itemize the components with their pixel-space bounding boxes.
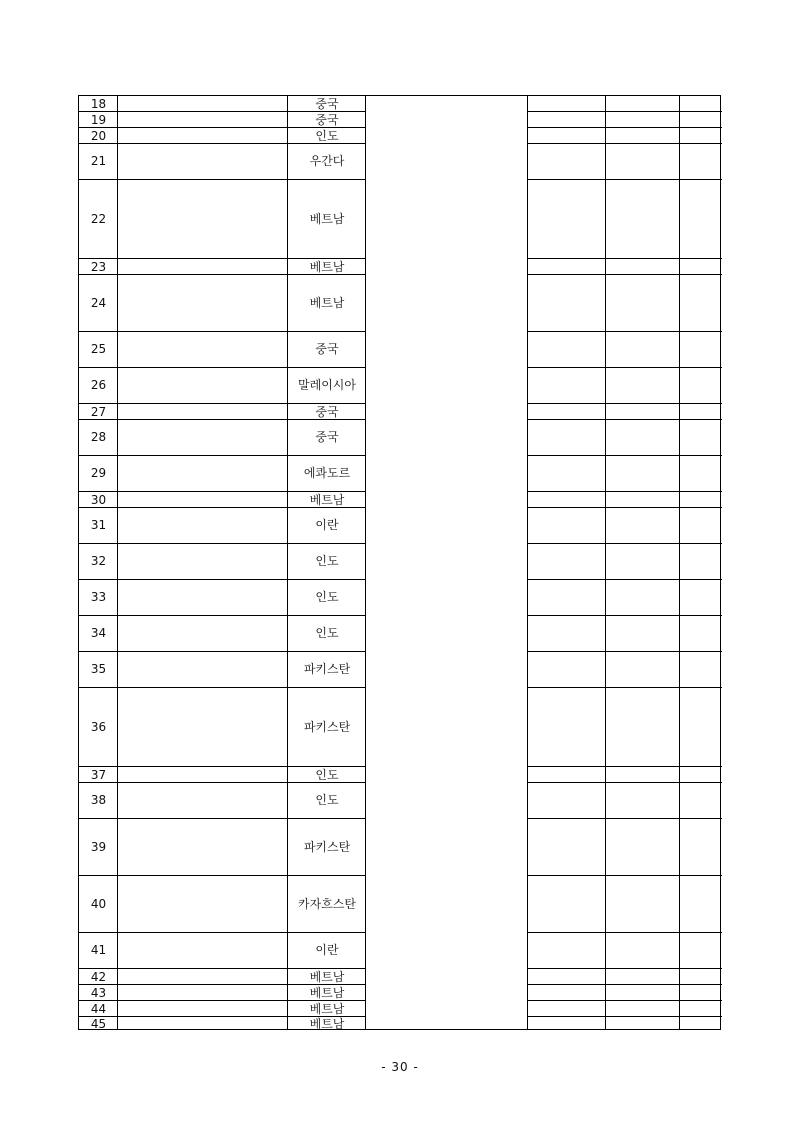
table-row [79, 818, 720, 875]
country-cell: 중국 [315, 113, 339, 127]
country-cell: 중국 [315, 97, 339, 111]
table-row [79, 1000, 720, 1016]
row-number: 29 [90, 466, 107, 480]
table-row [79, 331, 720, 367]
row-number: 27 [90, 405, 107, 419]
country-cell: 카자흐스탄 [298, 896, 356, 911]
country-cell: 베트남 [309, 986, 345, 1000]
country-cell: 인도 [315, 768, 339, 782]
country-cell: 베트남 [309, 1002, 345, 1016]
country-cell: 중국 [315, 342, 339, 356]
country-cell: 베트남 [309, 1017, 345, 1031]
table-row [79, 507, 720, 543]
row-number: 37 [90, 768, 107, 782]
row-number: 21 [90, 154, 107, 168]
table-row [79, 367, 720, 403]
row-number: 44 [90, 1002, 107, 1016]
row-number: 23 [90, 260, 107, 274]
row-number: 34 [90, 626, 107, 640]
row-number: 24 [90, 295, 107, 310]
country-cell: 중국 [315, 405, 339, 419]
row-number: 41 [90, 943, 107, 957]
table-row [79, 143, 720, 179]
row-number: 42 [90, 970, 107, 984]
row-number: 32 [90, 554, 107, 568]
row-number: 35 [90, 662, 107, 676]
country-cell: 베트남 [309, 211, 345, 226]
table-row [79, 1016, 720, 1031]
country-cell: 인도 [315, 626, 339, 640]
table-row [79, 984, 720, 1000]
table-row [79, 455, 720, 491]
table-row [79, 403, 720, 419]
table-row [79, 111, 720, 127]
row-number: 28 [90, 430, 107, 444]
row-number: 26 [90, 378, 107, 392]
row-number: 22 [90, 211, 107, 226]
row-number: 25 [90, 342, 107, 356]
table-row [79, 579, 720, 615]
country-cell: 베트남 [309, 970, 345, 984]
row-number: 40 [90, 896, 107, 911]
country-cell: 말레이시아 [298, 378, 356, 392]
table-row [79, 651, 720, 687]
country-cell: 인도 [315, 129, 339, 143]
page-number: - 30 - [381, 1060, 419, 1074]
table-row [79, 932, 720, 968]
country-cell: 중국 [315, 430, 339, 444]
country-cell: 우간다 [309, 154, 345, 168]
table-row [79, 968, 720, 984]
row-number: 43 [90, 986, 107, 1000]
table-row [79, 96, 720, 111]
country-cell: 인도 [315, 554, 339, 568]
country-cell: 파키스탄 [303, 719, 351, 734]
country-cell: 인도 [315, 590, 339, 604]
table-row [79, 491, 720, 507]
row-number: 31 [90, 518, 107, 532]
country-cell: 베트남 [309, 295, 345, 310]
table-row [79, 179, 720, 258]
country-cell: 에콰도르 [303, 466, 351, 480]
country-cell: 베트남 [309, 260, 345, 274]
row-number: 20 [90, 129, 107, 143]
country-cell: 인도 [315, 793, 339, 807]
data-table [78, 95, 721, 1030]
row-number: 30 [90, 493, 107, 507]
row-number: 18 [90, 97, 107, 111]
table-row [79, 875, 720, 932]
row-number: 36 [90, 719, 107, 734]
table-row [79, 127, 720, 143]
country-cell: 이란 [315, 518, 339, 532]
table-row [79, 766, 720, 782]
table-row [79, 419, 720, 455]
country-cell: 파키스탄 [303, 839, 351, 854]
row-number: 45 [90, 1017, 107, 1031]
table-row [79, 274, 720, 331]
row-number: 39 [90, 839, 107, 854]
row-number: 38 [90, 793, 107, 807]
table-row [79, 258, 720, 274]
country-cell: 베트남 [309, 493, 345, 507]
table-row [79, 782, 720, 818]
country-cell: 이란 [315, 943, 339, 957]
country-cell: 파키스탄 [303, 662, 351, 676]
table-row [79, 615, 720, 651]
table-row [79, 687, 720, 766]
table-row [79, 543, 720, 579]
row-number: 19 [90, 113, 107, 127]
row-number: 33 [90, 590, 107, 604]
